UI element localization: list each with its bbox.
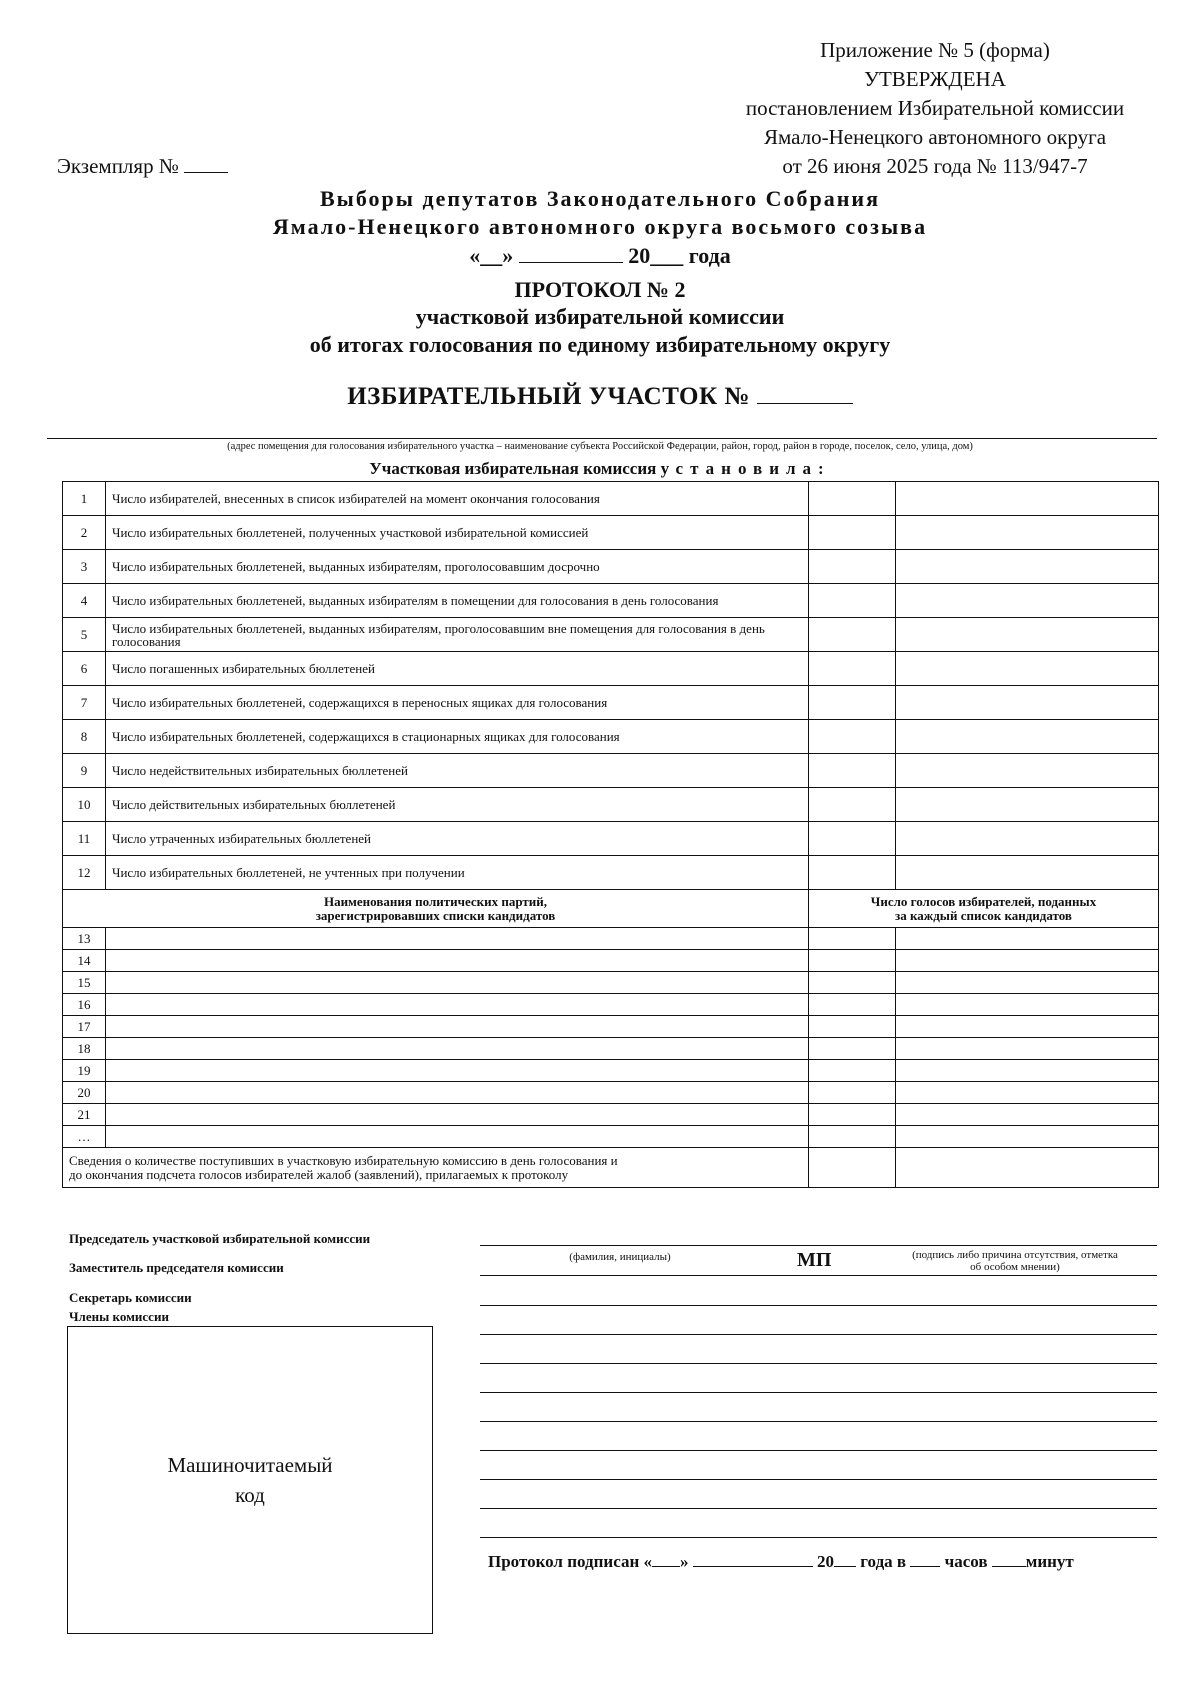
signed-at [488, 1552, 1074, 1572]
protocol-row [63, 856, 1159, 890]
votes-header-line2: за каждый список кандидатов [895, 907, 1072, 923]
party-row-number: 13 [63, 928, 106, 950]
protocol-row [63, 720, 1159, 754]
row-description: Число избирательных бюллетеней, выданных избирателям, проголосовавшим вне помещения для голосования в день голосования [106, 618, 809, 652]
row-value-digits[interactable] [809, 516, 896, 550]
party-name-cell[interactable] [106, 1016, 809, 1038]
party-votes-digits[interactable] [809, 1060, 896, 1082]
approval-block [690, 36, 1180, 181]
party-votes-words[interactable] [896, 1082, 1159, 1104]
protocol-title: ПРОТОКОЛ № 2 [514, 277, 686, 302]
row-value-digits[interactable] [809, 720, 896, 754]
row-description: Число действительных избирательных бюллетеней [106, 788, 809, 822]
signature-caption [880, 1249, 1150, 1273]
party-votes-words[interactable] [896, 972, 1159, 994]
row-description: Число избирательных бюллетеней, содержащихся в переносных ящиках для голосования [106, 686, 809, 720]
party-votes-words[interactable] [896, 1060, 1159, 1082]
complaints-words[interactable] [896, 1148, 1159, 1188]
party-name-cell[interactable] [106, 1060, 809, 1082]
votes-header-line1: Число голосов избирателей, поданных [870, 893, 1097, 909]
party-row-number: 21 [63, 1104, 106, 1126]
row-description: Число избирательных бюллетеней, выданных избирателям, проголосовавшим досрочно [106, 550, 809, 584]
row-description: Число избирательных бюллетеней, полученных участковой избирательной комиссией [106, 516, 809, 550]
complaints-digits[interactable] [809, 1148, 896, 1188]
party-row [63, 928, 1159, 950]
protocol-row [63, 822, 1159, 856]
party-votes-digits[interactable] [809, 928, 896, 950]
party-header-line2: зарегистрировавших списки кандидатов [315, 907, 556, 923]
party-header-line1: Наименования политических партий, [323, 893, 548, 909]
party-votes-words[interactable] [896, 1038, 1159, 1060]
party-name-cell[interactable] [106, 972, 809, 994]
row-value-digits[interactable] [809, 788, 896, 822]
member-signature-line[interactable] [480, 1479, 1157, 1480]
precinct-number-blank[interactable] [757, 383, 853, 404]
row-value-digits[interactable] [809, 856, 896, 890]
party-row-number: 15 [63, 972, 106, 994]
party-votes-words[interactable] [896, 1126, 1159, 1148]
election-date [0, 241, 1200, 270]
party-row-number: 17 [63, 1016, 106, 1038]
row-number: 2 [63, 516, 106, 550]
copy-number [57, 152, 228, 179]
party-votes-digits[interactable] [809, 994, 896, 1016]
protocol-row [63, 516, 1159, 550]
party-header-row [63, 890, 1159, 928]
row-number: 5 [63, 618, 106, 652]
protocol-row [63, 482, 1159, 516]
row-value-words[interactable] [896, 516, 1159, 550]
member-signature-line[interactable] [480, 1363, 1157, 1364]
address-line[interactable] [47, 438, 1157, 439]
signed-year: 20 [817, 1552, 835, 1571]
row-number: 9 [63, 754, 106, 788]
votes-header [809, 890, 1159, 928]
row-value-digits[interactable] [809, 754, 896, 788]
party-row-number: 18 [63, 1038, 106, 1060]
commission-title: участковой избирательной комиссии [415, 304, 785, 329]
party-name-cell[interactable] [106, 1104, 809, 1126]
row-description: Число избирательных бюллетеней, выданных избирателям в помещении для голосования в день голосования [106, 584, 809, 618]
precinct-title [0, 381, 1200, 413]
address-caption: (адрес помещения для голосования избирательного участка – наименование субъекта Российской Федерации, район, город, район в городе, поселок, село, улица, дом) [227, 441, 973, 452]
row-number: 10 [63, 788, 106, 822]
member-signature-line[interactable] [480, 1421, 1157, 1422]
secretary-signature-line[interactable] [480, 1305, 1157, 1306]
row-description: Число избирателей, внесенных в список избирателей на момент окончания голосования [106, 482, 809, 516]
party-votes-words[interactable] [896, 994, 1159, 1016]
party-votes-digits[interactable] [809, 1104, 896, 1126]
row-value-words[interactable] [896, 618, 1159, 652]
party-name-cell[interactable] [106, 994, 809, 1016]
established-heading [0, 459, 1200, 479]
approval-line: постановлением Избирательной комиссии [745, 96, 1125, 120]
row-value-digits[interactable] [809, 686, 896, 720]
party-votes-words[interactable] [896, 1104, 1159, 1126]
row-value-digits[interactable] [809, 618, 896, 652]
signed-day-blank[interactable] [652, 1552, 680, 1567]
signature-caption-line1: (подпись либо причина отсутствия, отметка [912, 1249, 1118, 1261]
party-name-cell[interactable] [106, 1038, 809, 1060]
member-signature-line[interactable] [480, 1508, 1157, 1509]
protocol-row [63, 550, 1159, 584]
complaints-line2: до окончания подсчета голосов избирателей жалоб (заявлений), прилагаемых к протоколу [69, 1166, 569, 1182]
protocol-row [63, 788, 1159, 822]
row-description: Число избирательных бюллетеней, содержащихся в стационарных ящиках для голосования [106, 720, 809, 754]
signed-year-blank[interactable] [834, 1552, 856, 1567]
machine-readable-code-box [67, 1326, 433, 1634]
date-month-blank[interactable] [519, 246, 623, 263]
machine-code-line2: код [235, 1483, 265, 1507]
deputy-label: Заместитель председателя комиссии [69, 1260, 284, 1275]
approval-line: УТВЕРЖДЕНА [864, 67, 1006, 91]
row-description: Число недействительных избирательных бюллетеней [106, 754, 809, 788]
party-votes-digits[interactable] [809, 972, 896, 994]
approval-line: от 26 июня 2025 года № 113/947-7 [782, 154, 1088, 178]
party-name-cell[interactable] [106, 950, 809, 972]
stamp-place: МП [797, 1249, 832, 1271]
protocol-row [63, 686, 1159, 720]
party-name-header [63, 890, 809, 928]
chair-signature-line[interactable] [480, 1245, 1157, 1246]
established-prefix: Участковая избирательная комиссия [369, 459, 657, 478]
signed-year-word: года в [860, 1552, 907, 1571]
signed-hours: часов [944, 1552, 988, 1571]
approval-line: Приложение № 5 (форма) [820, 38, 1050, 62]
approval-line: Ямало-Ненецкого автономного округа [763, 125, 1107, 149]
party-row [63, 1016, 1159, 1038]
row-value-words[interactable] [896, 822, 1159, 856]
row-value-words[interactable] [896, 686, 1159, 720]
party-row-number: … [63, 1126, 106, 1148]
row-value-words[interactable] [896, 754, 1159, 788]
protocol-row [63, 754, 1159, 788]
row-number: 1 [63, 482, 106, 516]
deputy-signature-line[interactable] [480, 1275, 1157, 1276]
row-number: 3 [63, 550, 106, 584]
party-row [63, 994, 1159, 1016]
row-value-digits[interactable] [809, 652, 896, 686]
member-signature-line[interactable] [480, 1450, 1157, 1451]
row-value-words[interactable] [896, 788, 1159, 822]
chair-label: Председатель участковой избирательной комиссии [69, 1231, 371, 1246]
copy-number-label: Экземпляр № [57, 154, 179, 178]
party-votes-words[interactable] [896, 950, 1159, 972]
complaints-text [63, 1148, 809, 1188]
row-number: 12 [63, 856, 106, 890]
party-votes-words[interactable] [896, 1016, 1159, 1038]
party-row [63, 1126, 1159, 1148]
row-number: 6 [63, 652, 106, 686]
name-caption: (фамилия, инициалы) [569, 1251, 671, 1263]
row-description: Число утраченных избирательных бюллетеней [106, 822, 809, 856]
party-row [63, 950, 1159, 972]
row-value-digits[interactable] [809, 550, 896, 584]
row-value-words[interactable] [896, 482, 1159, 516]
party-votes-digits[interactable] [809, 1126, 896, 1148]
protocol-table [62, 481, 1159, 1188]
party-row [63, 1060, 1159, 1082]
row-description: Число избирательных бюллетеней, не учтенных при получении [106, 856, 809, 890]
precinct-label: ИЗБИРАТЕЛЬНЫЙ УЧАСТОК № [347, 383, 750, 410]
party-row-number: 14 [63, 950, 106, 972]
row-value-words[interactable] [896, 720, 1159, 754]
party-row-number: 16 [63, 994, 106, 1016]
signed-prefix: Протокол подписан « [488, 1552, 653, 1571]
row-value-digits[interactable] [809, 822, 896, 856]
signed-close: » [680, 1552, 689, 1571]
signed-month-blank[interactable] [693, 1552, 813, 1567]
subject-title: об итогах голосования по единому избирательному округу [309, 332, 891, 357]
row-number: 4 [63, 584, 106, 618]
party-name-cell[interactable] [106, 1082, 809, 1104]
party-row-number: 20 [63, 1082, 106, 1104]
party-votes-words[interactable] [896, 928, 1159, 950]
date-year: 20___ года [628, 243, 731, 268]
copy-number-blank[interactable] [184, 152, 228, 173]
signature-caption-line2: об особом мнении) [970, 1261, 1060, 1273]
complaints-line1: Сведения о количестве поступивших в участковую избирательную комиссию в день голосования и [69, 1152, 618, 1168]
row-number: 11 [63, 822, 106, 856]
row-description: Число погашенных избирательных бюллетеней [106, 652, 809, 686]
machine-code-line1: Машиночитаемый [167, 1453, 333, 1477]
row-value-digits[interactable] [809, 482, 896, 516]
protocol-row [63, 652, 1159, 686]
established-word: установила: [660, 459, 831, 478]
party-row [63, 1104, 1159, 1126]
party-votes-digits[interactable] [809, 950, 896, 972]
election-title-line2: Ямало-Ненецкого автономного округа восьмого созыва [272, 214, 928, 239]
protocol-row [63, 584, 1159, 618]
complaints-row [63, 1148, 1159, 1188]
signed-hours-blank[interactable] [910, 1552, 940, 1567]
row-value-words[interactable] [896, 550, 1159, 584]
row-value-words[interactable] [896, 584, 1159, 618]
election-title-line1: Выборы депутатов Законодательного Собрания [319, 186, 881, 211]
party-votes-digits[interactable] [809, 1016, 896, 1038]
row-value-words[interactable] [896, 652, 1159, 686]
party-votes-digits[interactable] [809, 1038, 896, 1060]
signed-minutes: минут [1025, 1552, 1074, 1571]
row-value-words[interactable] [896, 856, 1159, 890]
party-row [63, 1082, 1159, 1104]
row-value-digits[interactable] [809, 584, 896, 618]
date-day: «__» [469, 243, 514, 268]
party-row-number: 19 [63, 1060, 106, 1082]
signed-minutes-blank[interactable] [992, 1552, 1026, 1567]
party-name-cell[interactable] [106, 1126, 809, 1148]
member-signature-line[interactable] [480, 1334, 1157, 1335]
member-signature-line[interactable] [480, 1537, 1157, 1538]
party-votes-digits[interactable] [809, 1082, 896, 1104]
member-signature-line[interactable] [480, 1392, 1157, 1393]
party-row [63, 972, 1159, 994]
party-row [63, 1038, 1159, 1060]
members-label: Члены комиссии [69, 1309, 169, 1324]
party-name-cell[interactable] [106, 928, 809, 950]
protocol-row [63, 618, 1159, 652]
row-number: 7 [63, 686, 106, 720]
secretary-label: Секретарь комиссии [69, 1290, 192, 1305]
row-number: 8 [63, 720, 106, 754]
